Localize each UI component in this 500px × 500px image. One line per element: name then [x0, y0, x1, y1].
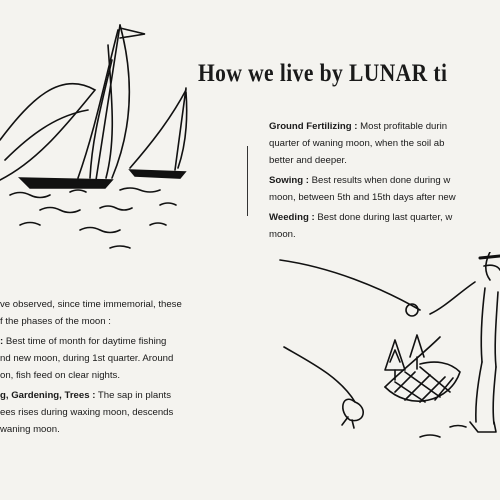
sailboat-illustration — [0, 20, 200, 270]
weeding-paragraph — [269, 209, 500, 243]
gardening-paragraph — [0, 387, 240, 438]
paragraph-line: Best results when done during w — [308, 175, 451, 186]
fishing-paragraph — [0, 333, 240, 384]
paragraph-line: moon, between 5th and 15th days after new — [269, 192, 456, 203]
paragraph-line: Most profitable durin — [357, 121, 448, 132]
paragraph-line: ve observed, since time immemorial, these — [0, 299, 182, 310]
paragraph-line: The sap in plants — [95, 390, 171, 401]
paragraph-line: waning moon. — [0, 424, 60, 435]
paragraph-line: moon. — [269, 229, 296, 240]
left-column — [0, 296, 240, 441]
ground-fertilizing-paragraph — [269, 118, 500, 169]
paragraph-lead: g, Gardening, Trees : — [0, 390, 96, 401]
paragraph-line: Best done during last quarter, w — [314, 212, 453, 223]
paragraph-line: ees rises during waxing moon, descends — [0, 407, 174, 418]
paragraph-line: nd new moon, during 1st quarter. Around — [0, 353, 174, 364]
paragraph-lead: Sowing : — [269, 175, 309, 186]
intro-paragraph — [0, 296, 240, 330]
paragraph-line: f the phases of the moon : — [0, 316, 111, 327]
paragraph-line: Best time of month for daytime fishing — [3, 336, 167, 347]
paragraph-line: quarter of waning moon, when the soil ab — [269, 138, 445, 149]
paragraph-lead: Weeding : — [269, 212, 315, 223]
sowing-paragraph — [269, 172, 500, 206]
right-column — [269, 118, 500, 246]
paragraph-line: better and deeper. — [269, 155, 347, 166]
column-divider — [247, 146, 248, 216]
paragraph-lead: Ground Fertilizing : — [269, 121, 358, 132]
paragraph-lead: : — [0, 336, 4, 347]
page-title: How we live by LUNAR ti — [198, 60, 448, 87]
fisherman-illustration — [270, 252, 500, 452]
paragraph-line: on, fish feed on clear nights. — [0, 370, 120, 381]
